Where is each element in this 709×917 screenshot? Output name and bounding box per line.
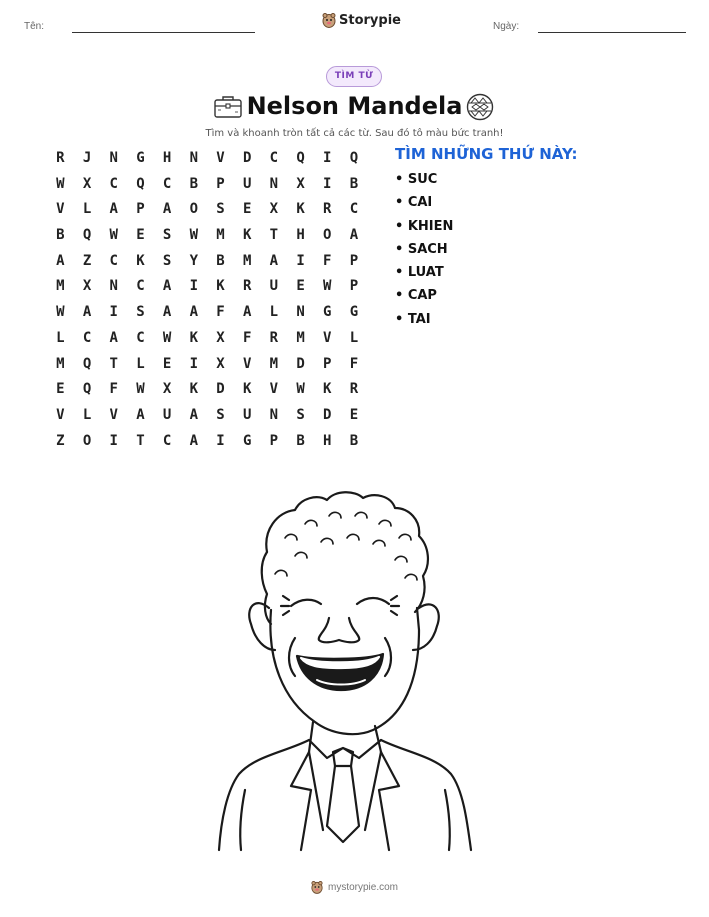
word-item: • TAI bbox=[395, 311, 431, 327]
grid-letter: N bbox=[109, 150, 118, 166]
grid-letter: L bbox=[269, 304, 279, 321]
grid-letter: T bbox=[136, 432, 145, 449]
grid-letter: G bbox=[136, 150, 145, 166]
grid-letter: X bbox=[216, 329, 225, 346]
grid-letter: V bbox=[56, 201, 65, 218]
grid-letter: I bbox=[189, 355, 198, 372]
grid-letter: H bbox=[296, 227, 305, 244]
grid-letter: F bbox=[323, 252, 332, 269]
grid-letter: A bbox=[189, 432, 198, 449]
grid-letter: G bbox=[323, 304, 332, 321]
grid-letter: V bbox=[56, 406, 65, 423]
grid-letter: V bbox=[216, 150, 225, 166]
grid-letter: D bbox=[323, 406, 332, 423]
grid-letter: W bbox=[162, 329, 172, 346]
grid-letter: M bbox=[242, 252, 252, 269]
grid-letter: W bbox=[189, 227, 198, 244]
grid-letter: G bbox=[242, 432, 252, 449]
grid-letter: R bbox=[349, 381, 359, 398]
grid-letter: V bbox=[269, 381, 279, 398]
grid-letter: H bbox=[323, 432, 332, 449]
grid-letter: W bbox=[296, 381, 305, 398]
find-words-heading: TÌM NHỮNG THỨ NÀY: bbox=[395, 145, 578, 163]
grid-letter: I bbox=[296, 252, 305, 269]
grid-letter: C bbox=[82, 329, 92, 346]
grid-letter: M bbox=[269, 355, 279, 372]
grid-letter: F bbox=[109, 381, 118, 398]
grid-letter: U bbox=[162, 406, 172, 423]
grid-letter: Q bbox=[296, 150, 305, 166]
grid-letter: A bbox=[242, 304, 252, 321]
grid-letter: D bbox=[296, 355, 305, 372]
grid-letter: W bbox=[323, 278, 332, 295]
grid-letter: P bbox=[349, 278, 359, 295]
grid-letter: Y bbox=[189, 252, 198, 269]
word-item: • CAI bbox=[395, 195, 433, 211]
grid-letter: M bbox=[56, 278, 65, 295]
grid-letter: N bbox=[109, 278, 118, 295]
grid-letter: U bbox=[242, 406, 252, 423]
grid-letter: N bbox=[296, 304, 305, 321]
grid-letter: T bbox=[109, 355, 118, 372]
grid-letter: A bbox=[269, 252, 279, 269]
brand-logo bbox=[322, 12, 401, 28]
grid-letter: F bbox=[242, 329, 252, 346]
grid-letter: I bbox=[216, 432, 225, 449]
grid-letter: N bbox=[269, 175, 279, 192]
page-title: Nelson Mandela bbox=[246, 92, 463, 120]
grid-letter: E bbox=[162, 355, 172, 372]
grid-letter: J bbox=[82, 150, 92, 166]
grid-letter: Q bbox=[136, 175, 145, 192]
grid-letter: A bbox=[162, 201, 172, 218]
storypie-mascot-icon bbox=[322, 12, 336, 28]
date-label: Ngày: bbox=[493, 21, 520, 32]
grid-letter: A bbox=[109, 329, 118, 346]
activity-tag: TÌM TỪ bbox=[326, 66, 382, 87]
grid-letter: B bbox=[216, 252, 225, 269]
footer-url: mystorypie.com bbox=[327, 881, 398, 893]
grid-letter: C bbox=[349, 201, 359, 218]
grid-letter: A bbox=[56, 252, 65, 269]
grid-letter: T bbox=[269, 227, 279, 244]
name-line bbox=[72, 32, 255, 33]
nelson-mandela-coloring-illustration bbox=[205, 490, 505, 855]
grid-letter: P bbox=[323, 355, 332, 372]
grid-letter: G bbox=[349, 304, 359, 321]
word-search-grid bbox=[47, 146, 367, 454]
storypie-mascot-icon bbox=[311, 880, 323, 894]
grid-letter: H bbox=[162, 150, 172, 166]
grid-letter: L bbox=[56, 329, 65, 346]
grid-letter: F bbox=[216, 304, 225, 321]
grid-letter: A bbox=[349, 227, 359, 244]
grid-letter: L bbox=[349, 329, 359, 346]
grid-letter: S bbox=[216, 201, 225, 218]
word-list bbox=[395, 170, 453, 333]
grid-letter: B bbox=[296, 432, 305, 449]
grid-letter: C bbox=[162, 175, 172, 192]
grid-letter: Z bbox=[56, 432, 65, 449]
grid-letter: A bbox=[189, 406, 198, 423]
grid-letter: E bbox=[242, 201, 252, 218]
grid-letter: E bbox=[136, 227, 145, 244]
grid-letter: R bbox=[242, 278, 252, 295]
grid-letter: P bbox=[136, 201, 145, 218]
footer bbox=[0, 880, 709, 894]
grid-letter: S bbox=[216, 406, 225, 423]
grid-letter: B bbox=[349, 432, 359, 449]
grid-letter: V bbox=[323, 329, 332, 346]
grid-letter: A bbox=[109, 201, 118, 218]
grid-letter: W bbox=[136, 381, 145, 398]
grid-letter: Q bbox=[82, 381, 92, 398]
grid-letter: I bbox=[189, 278, 198, 295]
grid-letter: P bbox=[269, 432, 279, 449]
grid-letter: A bbox=[136, 406, 145, 423]
date-line bbox=[538, 32, 686, 33]
grid-letter: U bbox=[269, 278, 279, 295]
grid-letter: I bbox=[323, 175, 332, 192]
grid-letter: R bbox=[323, 201, 332, 218]
grid-letter: K bbox=[136, 252, 145, 269]
word-item: • SUC bbox=[395, 172, 438, 187]
grid-letter: A bbox=[189, 304, 198, 321]
brand-name: Storypie bbox=[339, 12, 401, 28]
grid-letter: C bbox=[109, 252, 118, 269]
grid-letter: C bbox=[269, 150, 279, 166]
grid-letter: D bbox=[216, 381, 225, 398]
grid-letter: Q bbox=[82, 355, 92, 372]
grid-letter: Z bbox=[82, 252, 92, 269]
word-item: • KHIEN bbox=[395, 218, 454, 234]
grid-letter: X bbox=[216, 355, 225, 372]
grid-letter: E bbox=[56, 381, 65, 398]
grid-letter: S bbox=[162, 252, 172, 269]
grid-letter: L bbox=[82, 201, 92, 218]
grid-letter: B bbox=[189, 175, 198, 192]
grid-letter: A bbox=[162, 278, 172, 295]
grid-letter: I bbox=[109, 304, 118, 321]
grid-letter: M bbox=[296, 329, 305, 346]
grid-letter: S bbox=[162, 227, 172, 244]
grid-letter: D bbox=[242, 150, 252, 166]
grid-letter: R bbox=[269, 329, 279, 346]
grid-letter: Q bbox=[349, 150, 359, 166]
grid-letter: K bbox=[242, 381, 252, 398]
grid-letter: U bbox=[242, 175, 252, 192]
grid-letter: O bbox=[82, 432, 92, 449]
grid-letter: P bbox=[349, 252, 359, 269]
grid-letter: F bbox=[349, 355, 359, 372]
grid-letter: K bbox=[216, 278, 225, 295]
grid-letter: W bbox=[109, 227, 118, 244]
grid-letter: R bbox=[56, 150, 65, 166]
grid-letter: B bbox=[349, 175, 359, 192]
grid-letter: K bbox=[189, 381, 198, 398]
grid-letter: S bbox=[296, 406, 305, 423]
grid-letter: X bbox=[82, 175, 92, 192]
grid-letter: V bbox=[109, 406, 118, 423]
grid-letter: K bbox=[189, 329, 198, 346]
grid-letter: P bbox=[216, 175, 225, 192]
grid-letter: I bbox=[109, 432, 118, 449]
african-pattern-circle-icon bbox=[466, 93, 494, 121]
grid-letter: O bbox=[189, 201, 198, 218]
grid-letter: M bbox=[56, 355, 65, 372]
instructions: Tìm và khoanh tròn tất cả các từ. Sau đó tô màu bức tranh! bbox=[205, 128, 504, 139]
grid-letter: A bbox=[162, 304, 172, 321]
grid-letter: C bbox=[136, 278, 145, 295]
name-label: Tên: bbox=[24, 21, 45, 32]
grid-letter: S bbox=[136, 304, 145, 321]
grid-letter: E bbox=[349, 406, 359, 423]
grid-letter: C bbox=[162, 432, 172, 449]
grid-letter: X bbox=[82, 278, 92, 295]
grid-letter: E bbox=[296, 278, 305, 295]
grid-letter: K bbox=[296, 201, 305, 218]
grid-letter: W bbox=[56, 175, 65, 192]
grid-letter: Q bbox=[82, 227, 92, 244]
word-item: • SACH bbox=[395, 241, 448, 257]
grid-letter: K bbox=[242, 227, 252, 244]
grid-letter: X bbox=[296, 175, 305, 192]
grid-letter: L bbox=[82, 406, 92, 423]
grid-letter: O bbox=[323, 227, 332, 244]
word-item: • LUAT bbox=[395, 265, 444, 281]
grid-letter: M bbox=[216, 227, 225, 244]
grid-letter: I bbox=[323, 150, 332, 166]
word-item: • CAP bbox=[395, 288, 437, 304]
grid-letter: X bbox=[162, 381, 172, 398]
grid-letter: C bbox=[109, 175, 118, 192]
grid-letter: V bbox=[242, 355, 252, 372]
grid-letter: K bbox=[323, 381, 332, 398]
grid-letter: A bbox=[82, 304, 92, 321]
grid-letter: N bbox=[269, 406, 279, 423]
grid-letter: N bbox=[189, 150, 198, 166]
grid-letter: X bbox=[269, 201, 279, 218]
grid-letter: C bbox=[136, 329, 145, 346]
grid-letter: B bbox=[56, 227, 65, 244]
grid-letter: W bbox=[56, 304, 65, 321]
grid-letter: L bbox=[136, 355, 145, 372]
